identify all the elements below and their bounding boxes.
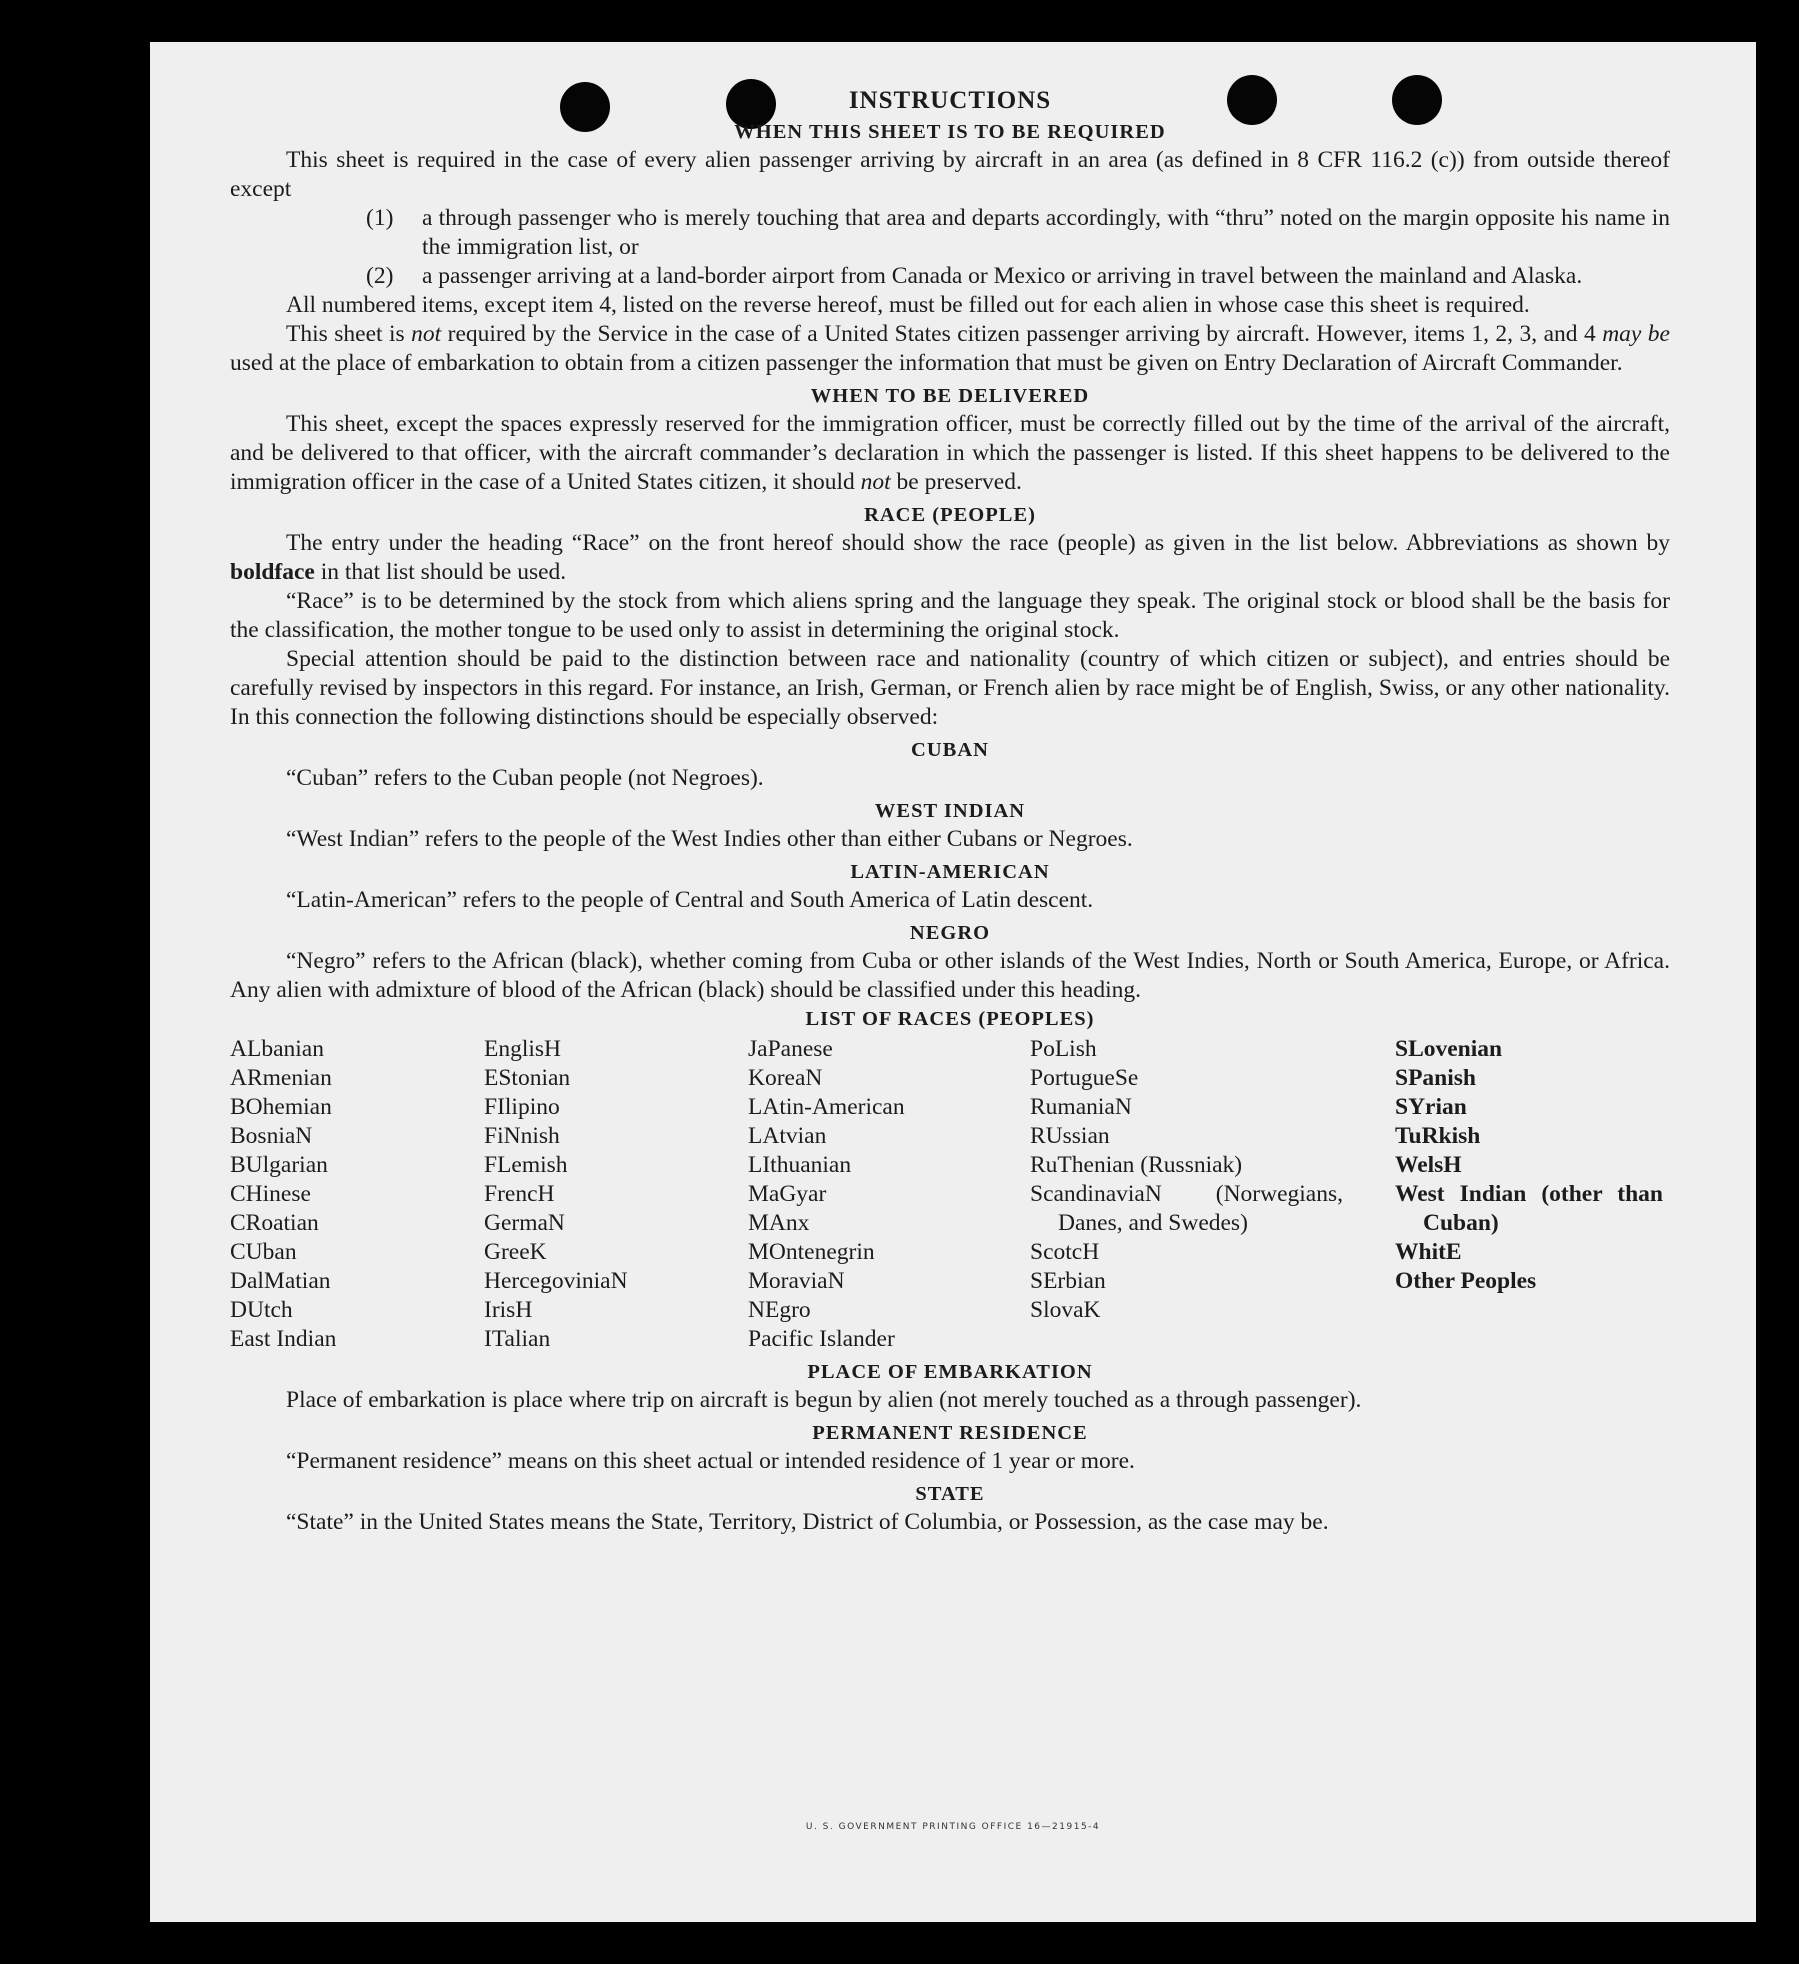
race-entry: MAnx: [748, 1210, 810, 1236]
race-paragraph-3: Special attention should be paid to the distinction between race and nationality (country of which citizen or subject), and entries should be carefully revised by inspectors in this regard. For instance, an Irish, German, or French alien by race might be of English, Swiss, or any other nationality. In this connection the following distinctions should be especially observed:: [230, 646, 1670, 730]
race-entry: IrisH: [484, 1297, 533, 1323]
state-definition: “State” in the United States means the State, Territory, District of Columbia, or Possession, as the case may be.: [286, 1509, 1329, 1535]
section-heading-when-required: WHEN THIS SHEET IS TO BE REQUIRED: [734, 121, 1166, 143]
race-entry: DUtch: [230, 1297, 293, 1323]
text-run: This sheet, except the spaces expressly reserved for the immigration officer, must be correctly filled out by the time of the arrival of the aircraft, and be delivered to that officer, with the aircraft commander’s declaration in which the passenger is listed. If this sheet happens to be delivered to the immigration officer in the case of a United States citizen, it should: [230, 411, 1670, 495]
west-indian-definition: “West Indian” refers to the people of the West Indies other than either Cubans or Negroes.: [286, 826, 1133, 852]
text-run: The entry under the heading “Race” on the front hereof should show the race (people) as given in the list below. Abbreviations as shown by: [286, 530, 1670, 556]
race-entry: East Indian: [230, 1326, 337, 1352]
numbered-items-paragraph: All numbered items, except item 4, listed on the reverse hereof, must be filled out for each alien in whose case this sheet is required.: [286, 292, 1530, 318]
when-required-intro: This sheet is required in the case of every alien passenger arriving by aircraft in an area (as defined in 8 CFR 116.2 (c)) from outside thereof except: [230, 147, 1670, 202]
item-number: (2): [366, 263, 394, 289]
race-entry: CUban: [230, 1239, 297, 1265]
race-entry: MoraviaN: [748, 1268, 845, 1294]
race-entry: NEgro: [748, 1297, 811, 1323]
race-entry: LAtvian: [748, 1123, 827, 1149]
race-entry: LAtin-American: [748, 1094, 905, 1120]
citizen-paragraph: [230, 320, 1670, 378]
race-entry: SYrian: [1395, 1094, 1467, 1120]
section-heading-west-indian: WEST INDIAN: [874, 800, 1026, 822]
race-entry: ALbanian: [230, 1036, 324, 1062]
race-entry: BUlgarian: [230, 1152, 328, 1178]
text-run: This sheet is: [286, 321, 412, 347]
race-entry: FrencH: [484, 1181, 555, 1207]
section-heading-latin-american: LATIN-AMERICAN: [850, 861, 1050, 883]
document-sheet: [150, 42, 1756, 1922]
race-entry: FLemish: [484, 1152, 568, 1178]
race-entry: MaGyar: [748, 1181, 827, 1207]
exception-item-1: [230, 204, 1670, 262]
race-entry: Pacific Islander: [748, 1326, 895, 1352]
race-entry: MOntenegrin: [748, 1239, 875, 1265]
latin-american-definition: “Latin-American” refers to the people of Central and South America of Latin descent.: [286, 887, 1094, 913]
instructions-content: [230, 84, 1670, 1537]
race-entry: TuRkish: [1395, 1123, 1481, 1149]
printing-office-footer: U. S. GOVERNMENT PRINTING OFFICE 16—21915-4: [805, 1822, 1101, 1832]
race-entry: SLovenian: [1395, 1036, 1503, 1062]
race-entry: EStonian: [484, 1065, 571, 1091]
text-run: used at the place of embarkation to obtain from a citizen passenger the information that must be given on Entry Declaration of Aircraft Commander.: [230, 350, 1623, 376]
race-entry: Other Peoples: [1395, 1268, 1537, 1294]
section-heading-permanent-residence: PERMANENT RESIDENCE: [812, 1422, 1088, 1444]
race-entry: JaPanese: [748, 1036, 833, 1062]
race-paragraph-2: “Race” is to be determined by the stock from which aliens spring and the language they speak. The original stock or blood shall be the basis for the classification, the mother tongue to be used only to assist in determining the original stock.: [230, 588, 1670, 643]
negro-definition: “Negro” refers to the African (black), whether coming from Cuba or other islands of the West Indies, North or South America, Europe, or Africa. Any alien with admixture of blood of the African (black) should be classified under this heading.: [230, 948, 1670, 1003]
italic-text: not: [411, 321, 442, 347]
section-heading-cuban: CUBAN: [911, 739, 989, 761]
text-run: in that list should be used.: [314, 559, 567, 585]
section-heading-when-delivered: WHEN TO BE DELIVERED: [810, 385, 1090, 407]
race-entry: CHinese: [230, 1181, 311, 1207]
race-entry: ITalian: [484, 1326, 551, 1352]
race-entry: PoLish: [1030, 1036, 1097, 1062]
race-entry: CRoatian: [230, 1210, 319, 1236]
race-paragraph-1: [230, 529, 1670, 587]
race-entry: DalMatian: [230, 1268, 331, 1294]
races-column-3: [748, 1035, 1030, 1354]
races-column-1: [230, 1035, 484, 1354]
race-entry: RUssian: [1030, 1123, 1110, 1149]
section-heading-negro: NEGRO: [909, 922, 991, 944]
exception-item-2: [230, 262, 1670, 291]
permanent-residence-definition: “Permanent residence” means on this sheet actual or intended residence of 1 year or more.: [286, 1448, 1135, 1474]
races-column-5: [1395, 1035, 1665, 1354]
race-entry: BOhemian: [230, 1094, 332, 1120]
italic-text: may be: [1602, 321, 1670, 347]
item-text: a through passenger who is merely touching that area and departs accordingly, with “thru” noted on the margin opposite his name in the immigration list, or: [422, 205, 1670, 260]
cuban-definition: “Cuban” refers to the Cuban people (not Negroes).: [286, 765, 764, 791]
races-column-2: [484, 1035, 748, 1354]
text-run: be preserved.: [890, 469, 1022, 495]
race-entry: LIthuanian: [748, 1152, 852, 1178]
race-entry: FIlipino: [484, 1094, 560, 1120]
when-delivered-paragraph: [230, 410, 1670, 497]
race-entry: WhitE: [1395, 1239, 1462, 1265]
section-heading-state: STATE: [915, 1483, 985, 1505]
race-entry: ScandinaviaN (Norwegians, Danes, and Swedes): [1030, 1181, 1343, 1236]
race-entry: RuThenian (Russniak): [1030, 1152, 1243, 1178]
race-entry: SPanish: [1395, 1065, 1476, 1091]
item-text: a passenger arriving at a land-border airport from Canada or Mexico or arriving in travel between the mainland and Alaska.: [422, 263, 1583, 289]
race-entry: BosniaN: [230, 1123, 313, 1149]
race-entry: West Indian (other than Cuban): [1395, 1181, 1663, 1236]
bold-text: boldface: [230, 559, 315, 585]
race-entry: EnglisH: [484, 1036, 562, 1062]
italic-text: not: [860, 469, 891, 495]
race-entry: SlovaK: [1030, 1297, 1101, 1323]
place-of-embarkation-definition: Place of embarkation is place where trip on aircraft is begun by alien (not merely touched as a through passenger).: [286, 1387, 1362, 1413]
section-heading-race: RACE (PEOPLE): [864, 504, 1036, 526]
section-heading-list-of-races: LIST OF RACES (PEOPLES): [805, 1008, 1095, 1030]
race-entry: PortugueSe: [1030, 1065, 1139, 1091]
races-list: [230, 1035, 1670, 1354]
race-entry: KoreaN: [748, 1065, 823, 1091]
race-entry: WelsH: [1395, 1152, 1462, 1178]
race-entry: FiNnish: [484, 1123, 560, 1149]
item-number: (1): [366, 205, 394, 231]
race-entry: GreeK: [484, 1239, 547, 1265]
race-entry: SErbian: [1030, 1268, 1106, 1294]
race-entry: HercegoviniaN: [484, 1268, 628, 1294]
race-entry: GermaN: [484, 1210, 565, 1236]
page-title: INSTRUCTIONS: [848, 87, 1052, 114]
races-column-4: [1030, 1035, 1395, 1354]
race-entry: ScotcH: [1030, 1239, 1100, 1265]
section-heading-place-of-embarkation: PLACE OF EMBARKATION: [807, 1361, 1093, 1383]
race-entry: RumaniaN: [1030, 1094, 1132, 1120]
text-run: required by the Service in the case of a United States citizen passenger arriving by aircraft. However, items 1, 2, 3, and 4: [441, 321, 1603, 347]
race-entry: ARmenian: [230, 1065, 332, 1091]
